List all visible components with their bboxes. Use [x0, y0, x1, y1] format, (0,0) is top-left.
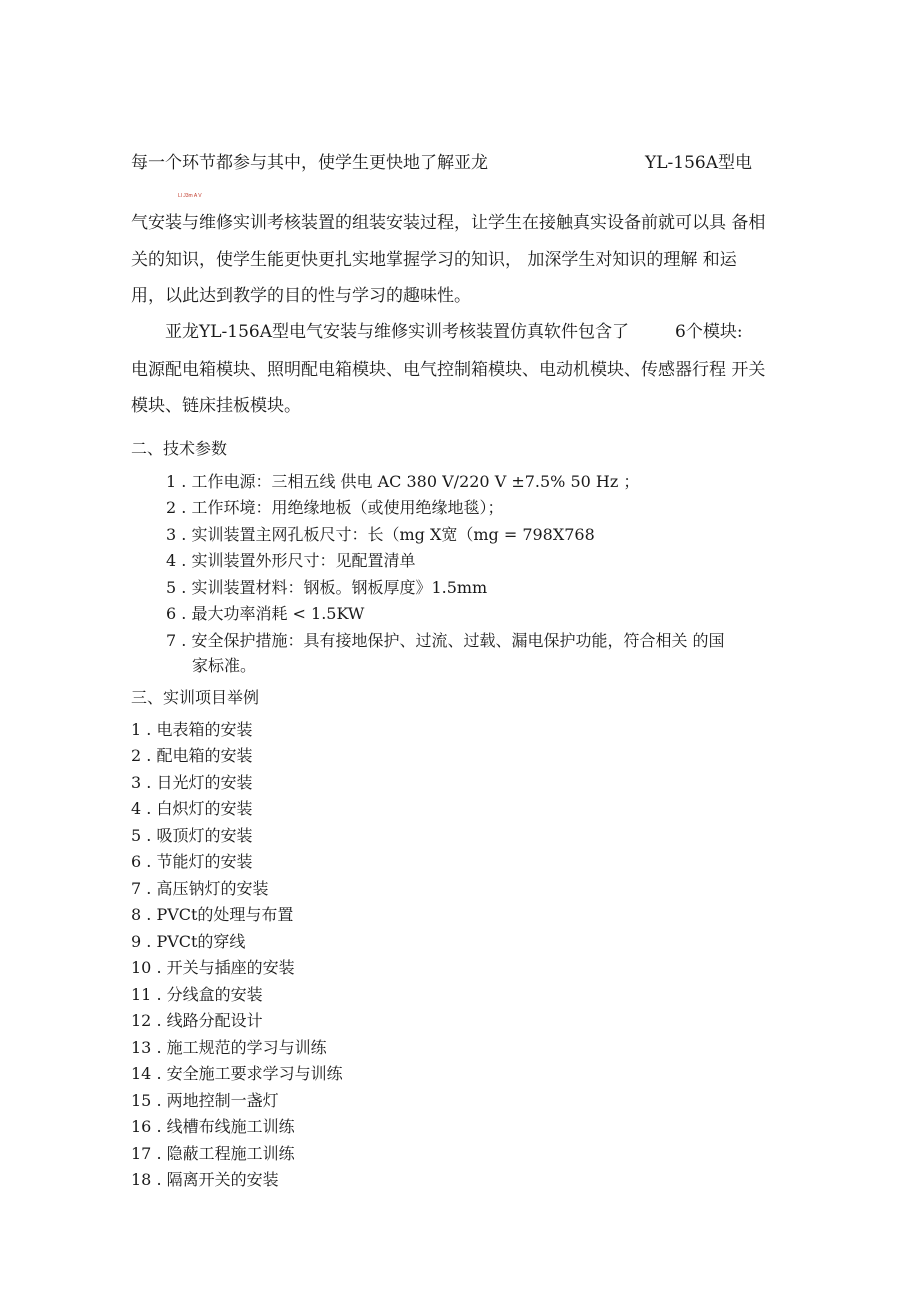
project-item: 1 . 电表箱的安装	[131, 720, 253, 739]
tech-param-item-cont: 家标准。	[192, 656, 257, 675]
tech-param-item: 3 . 实训装置主网孔板尺寸：长（mg X宽（mg = 798X768	[166, 525, 595, 544]
intro-line-1a: 每一个环节都参与其中，使学生更快地了解亚龙	[131, 153, 488, 173]
project-item: 17 . 隐蔽工程施工训练	[131, 1144, 295, 1163]
project-item: 10 . 开关与插座的安装	[131, 958, 295, 977]
modules-line-1a: 亚龙YL-156A型电气安装与维修实训考核装置仿真软件包含了	[165, 322, 629, 342]
project-item: 2 . 配电箱的安装	[131, 746, 253, 765]
modules-line-2: 电源配电箱模块、照明配电箱模块、电气控制箱模块、电动机模块、传感器行程 开关	[131, 360, 766, 380]
stray-mark: Ll J3m A V	[178, 193, 202, 199]
project-item: 6 . 节能灯的安装	[131, 852, 253, 871]
project-item: 15 . 两地控制一盏灯	[131, 1091, 279, 1110]
project-item: 12 . 线路分配设计	[131, 1011, 263, 1030]
modules-line-3: 模块、链床挂板模块。	[131, 396, 301, 416]
project-item: 14 . 安全施工要求学习与训练	[131, 1064, 343, 1083]
tech-param-item: 4 . 实训装置外形尺寸：见配置清单	[166, 551, 416, 570]
project-item: 3 . 日光灯的安装	[131, 773, 253, 792]
project-item: 13 . 施工规范的学习与训练	[131, 1038, 327, 1057]
intro-line-1b: YL-156A型电	[645, 153, 752, 173]
section3-heading: 三、实训项目举例	[131, 688, 260, 707]
intro-line-3: 关的知识，使学生能更快更扎实地掌握学习的知识， 加深学生对知识的理解 和运	[131, 250, 737, 270]
project-item: 16 . 线槽布线施工训练	[131, 1117, 295, 1136]
intro-line-2: 气安装与维修实训考核装置的组装安装过程，让学生在接触真实设备前就可以具 备相	[131, 213, 766, 233]
project-item: 5 . 吸顶灯的安装	[131, 826, 253, 845]
project-item: 7 . 高压钠灯的安装	[131, 879, 269, 898]
intro-line-4: 用，以此达到教学的目的性与学习的趣味性。	[131, 286, 471, 306]
tech-param-item: 2 . 工作环境：用绝缘地板（或使用绝缘地毯）；	[166, 498, 504, 517]
tech-param-item: 7 . 安全保护措施：具有接地保护、过流、过载、漏电保护功能，符合相关 的国	[166, 631, 725, 650]
tech-param-item: 5 . 实训装置材料：钢板。钢板厚度》1.5mm	[166, 578, 488, 597]
project-item: 4 . 白炽灯的安装	[131, 799, 253, 818]
project-item: 8 . PVCt的处理与布置	[131, 905, 294, 924]
project-item: 11 . 分线盒的安装	[131, 985, 263, 1004]
modules-line-1b: 6个模块:	[675, 322, 743, 342]
section2-heading: 二、技术参数	[131, 439, 228, 458]
project-item: 9 . PVCt的穿线	[131, 932, 246, 951]
tech-param-item: 6 . 最大功率消耗 < 1.5KW	[166, 604, 365, 623]
tech-param-item: 1 . 工作电源：三相五线 供电 AC 380 V/220 V ±7.5% 50 Hz ；	[166, 472, 640, 491]
project-item: 18 . 隔离开关的安装	[131, 1170, 279, 1189]
